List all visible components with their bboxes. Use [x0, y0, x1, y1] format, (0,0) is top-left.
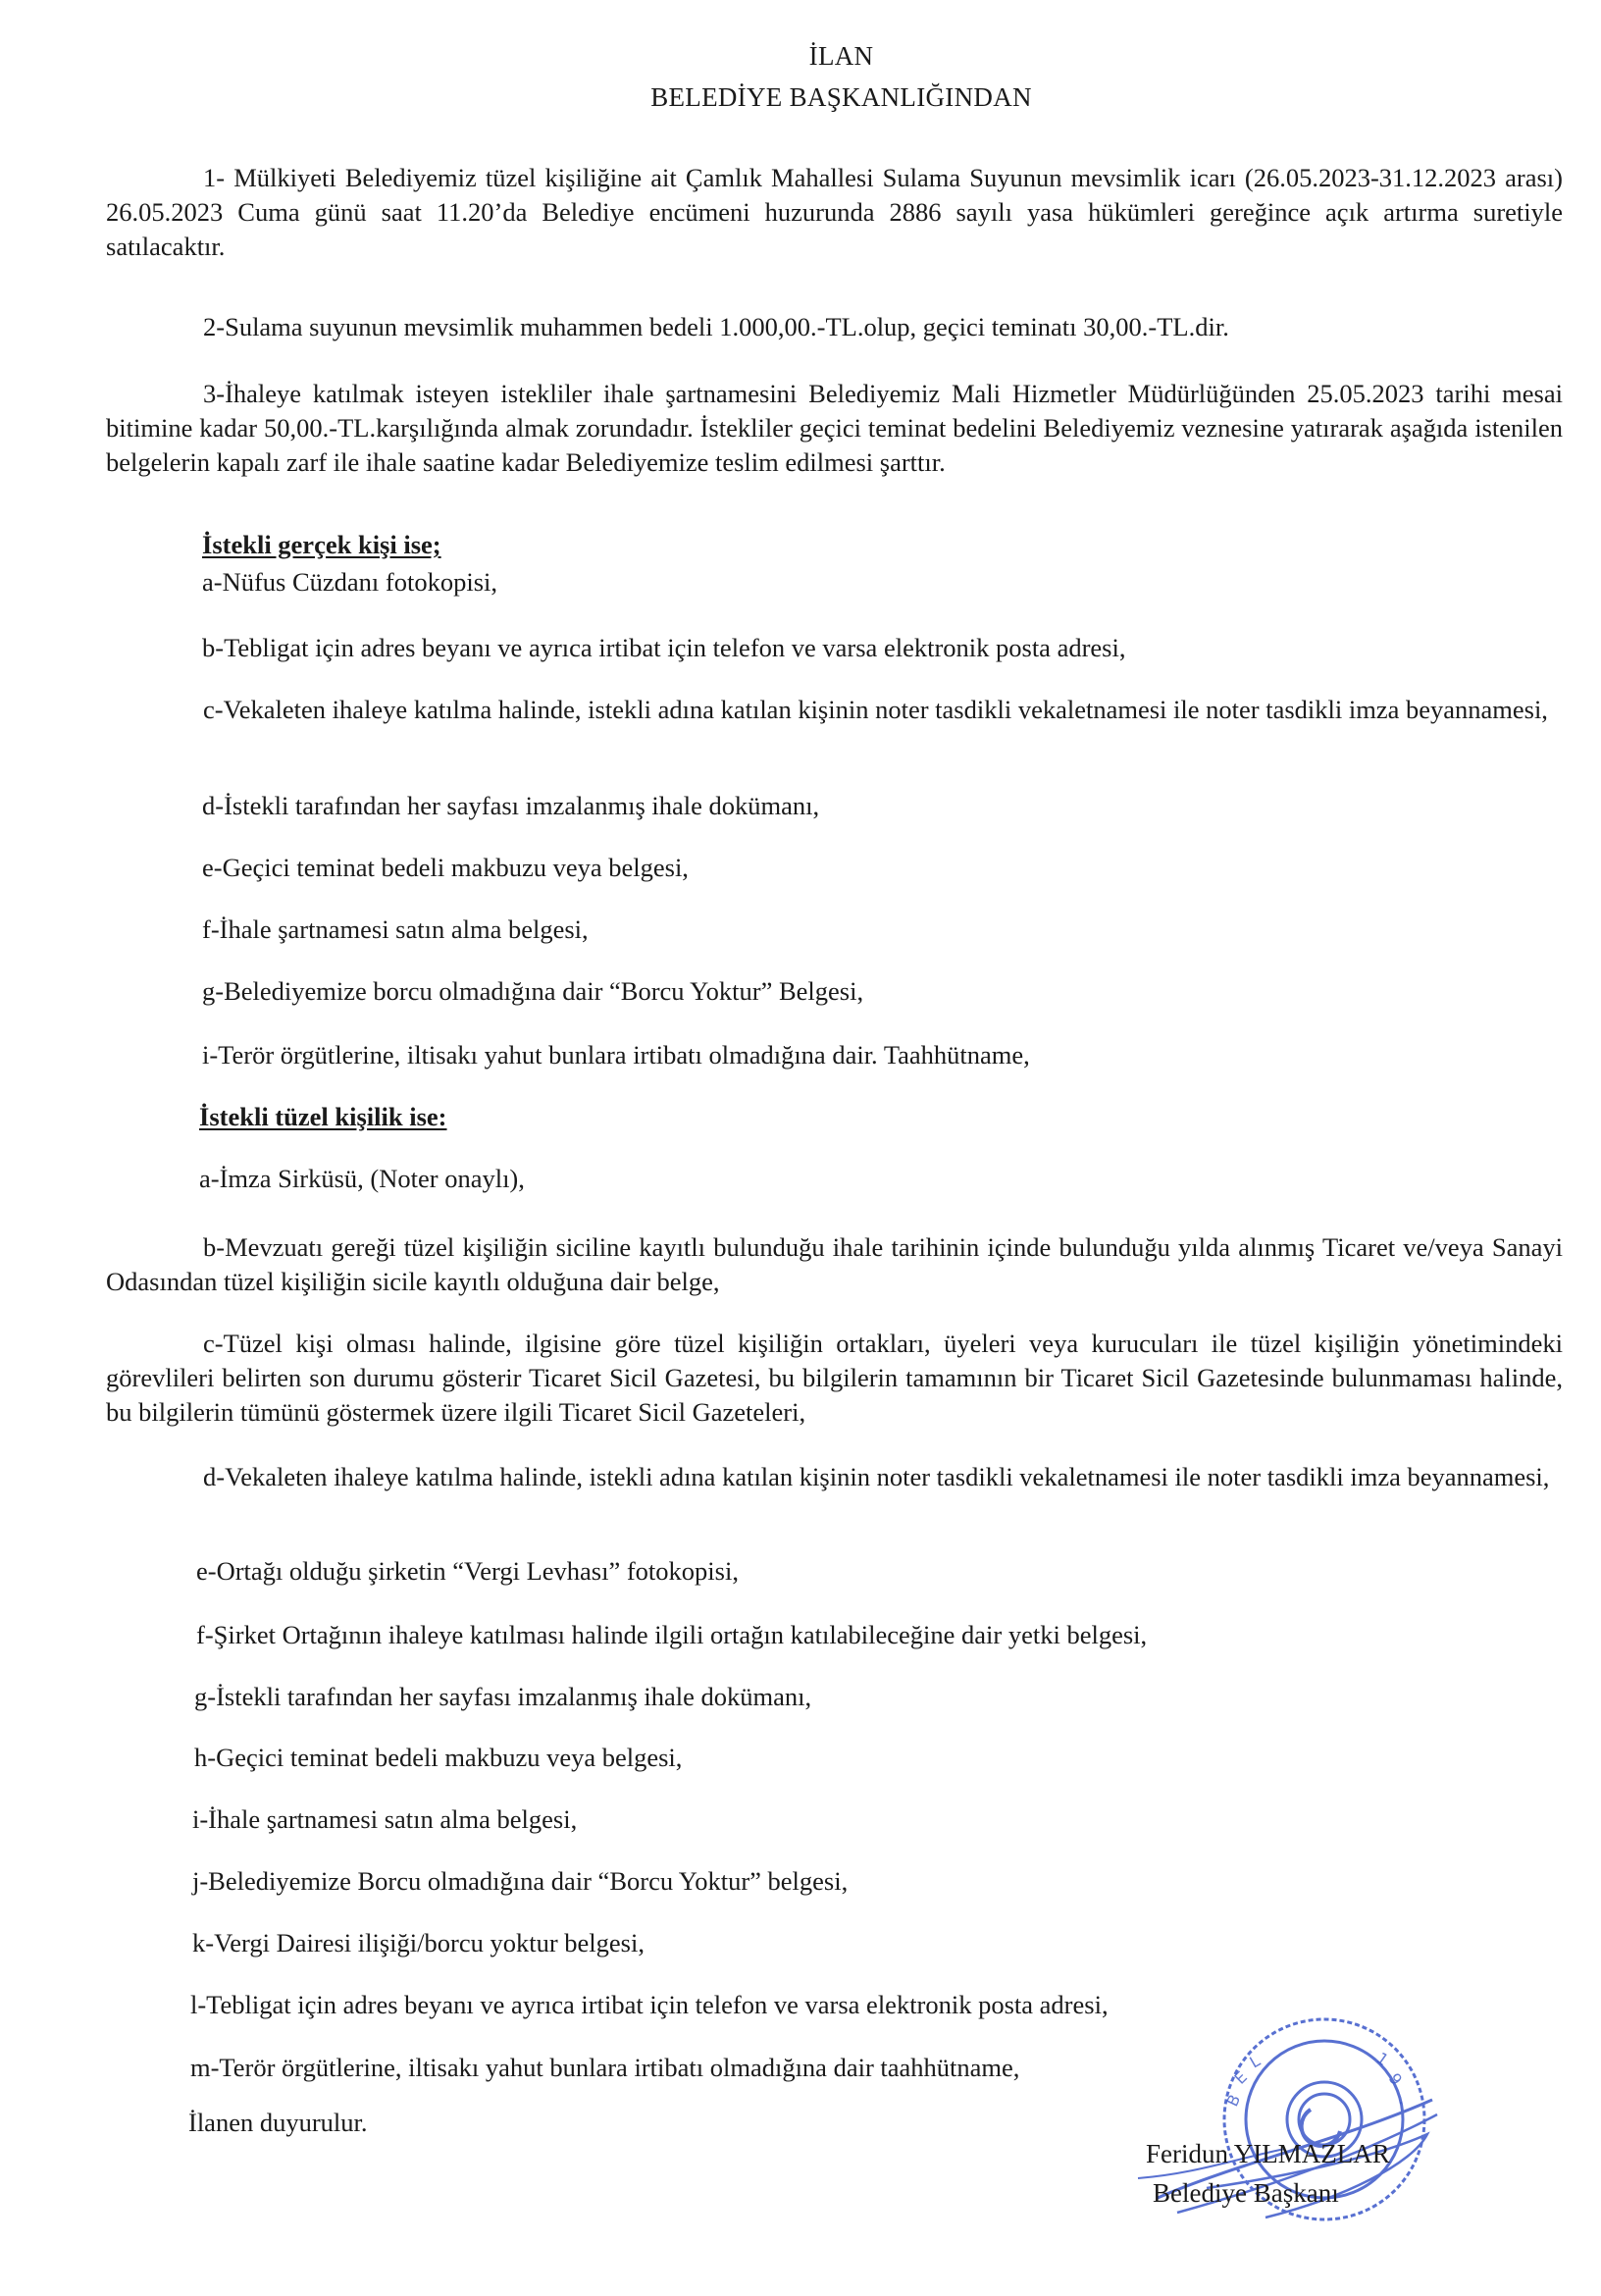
natural-person-heading: İstekli gerçek kişi ise;	[202, 530, 441, 559]
legal-entity-heading: İstekli tüzel kişilik ise:	[199, 1102, 447, 1131]
announcement-subtitle: BELEDİYE BAŞKANLIĞINDAN	[650, 82, 1032, 112]
legal-entity-item-e: e-Ortağı olduğu şirketin “Vergi Levhası” fotokopisi,	[196, 1556, 739, 1586]
closing-text: İlanen duyurulur.	[188, 2108, 368, 2137]
legal-entity-item-h: h-Geçici teminat bedeli makbuzu veya belgesi,	[194, 1743, 683, 1772]
natural-person-item-i: i-Terör örgütlerine, iltisakı yahut bunlara irtibatı olmadığına dair. Taahhütname,	[202, 1040, 1030, 1070]
svg-text:L: L	[1246, 2051, 1264, 2072]
natural-person-item-a: a-Nüfus Cüzdanı fotokopisi,	[202, 567, 498, 597]
legal-entity-item-m: m-Terör örgütlerine, iltisakı yahut bunlara irtibatı olmadığına dair taahhütname,	[190, 2053, 1020, 2082]
natural-person-item-f: f-İhale şartnamesi satın alma belgesi,	[202, 914, 589, 944]
signature-name: Feridun YILMAZLAR	[1146, 2139, 1390, 2168]
svg-text:·: ·	[1391, 2098, 1411, 2108]
announcement-title: İLAN	[808, 41, 874, 71]
natural-person-item-d: d-İstekli tarafından her sayfası imzalanmış ihale dokümanı,	[202, 791, 820, 820]
natural-person-item-g: g-Belediyemize borcu olmadığına dair “Borcu Yoktur” Belgesi,	[202, 976, 864, 1006]
paragraph-2: 2-Sulama suyunun mevsimlik muhammen bedeli 1.000,00.-TL.olup, geçici teminatı 30,00.-TL.dir.	[203, 312, 1229, 341]
legal-entity-item-a: a-İmza Sirküsü, (Noter onaylı),	[199, 1164, 525, 1193]
legal-entity-item-l: l-Tebligat için adres beyanı ve ayrıca irtibat için telefon ve varsa elektronik posta adresi,	[190, 1990, 1109, 2019]
legal-entity-item-i: i-İhale şartnamesi satın alma belgesi,	[192, 1804, 578, 1834]
paragraph-1: 1- Mülkiyeti Belediyemiz tüzel kişiliğine ait Çamlık Mahallesi Sulama Suyunun mevsimlik icarı (26.05.2023-31.12.2023 arası) 26.05.2023 Cuma günü saat 11.20’da Belediye encümeni huzurunda 2886 sayılı yasa hükümleri gereğince açık artırma suretiyle satılacaktır.	[106, 163, 1563, 261]
legal-entity-item-d: d-Vekaleten ihaleye katılma halinde, istekli adına katılan kişinin noter tasdikli vekaletnamesi ile noter tasdikli imza beyannamesi,	[203, 1462, 1550, 1491]
signature-title: Belediye Başkanı	[1153, 2178, 1339, 2208]
svg-text:1: 1	[1372, 2048, 1392, 2070]
legal-entity-item-f: f-Şirket Ortağının ihaleye katılması halinde ilgili ortağın katılabileceğine dair yetki belgesi,	[196, 1620, 1148, 1649]
svg-text:9: 9	[1384, 2069, 1407, 2089]
natural-person-item-c: c-Vekaleten ihaleye katılma halinde, istekli adına katılan kişinin noter tasdikli vekaletnamesi ile noter tasdikli imza beyannamesi,	[203, 695, 1548, 724]
official-stamp-icon	[1118, 1992, 1442, 2247]
legal-entity-item-k: k-Vergi Dairesi ilişiği/borcu yoktur belgesi,	[192, 1928, 645, 1957]
legal-entity-item-c: c-Tüzel kişi olması halinde, ilgisine göre tüzel kişiliğin ortakları, üyeleri veya kurucuları ile tüzel kişiliğin yönetimindeki görevlileri belirten son durumu gösterir Ticaret Sicil Gazetesi, bu bilgilerin tamamının bir Ticaret Sicil Gazetesinde bulunmaması halinde, bu bilgilerin tümünü göstermek üzere ilgili Ticaret Sicil Gazeteleri,	[106, 1329, 1563, 1427]
legal-entity-item-g: g-İstekli tarafından her sayfası imzalanmış ihale dokümanı,	[194, 1682, 812, 1711]
natural-person-item-e: e-Geçici teminat bedeli makbuzu veya belgesi,	[202, 853, 689, 882]
legal-entity-item-j: j-Belediyemize Borcu olmadığına dair “Borcu Yoktur” belgesi,	[192, 1866, 849, 1896]
legal-entity-item-b: b-Mevzuatı gereği tüzel kişiliğin siciline kayıtlı bulunduğu ihale tarihinin içinde bulunduğu yılda alınmış Ticaret ve/veya Sanayi Odasından tüzel kişiliğin sicile kayıtlı olduğuna dair belge,	[106, 1232, 1563, 1296]
natural-person-item-b: b-Tebligat için adres beyanı ve ayrıca irtibat için telefon ve varsa elektronik posta adresi,	[202, 633, 1126, 662]
svg-text:E: E	[1230, 2067, 1251, 2088]
svg-text:B: B	[1222, 2091, 1245, 2110]
paragraph-3: 3-İhaleye katılmak isteyen istekliler ihale şartnamesini Belediyemiz Mali Hizmetler Müdürlüğünden 25.05.2023 tarihi mesai bitimine kadar 50,00.-TL.karşılığında almak zorundadır. İstekliler geçici teminat bedelini Belediyemiz veznesine yatırarak aşağıda istenilen belgelerin kapalı zarf ile ihale saatine kadar Belediyemize teslim edilmesi şarttır.	[106, 379, 1563, 477]
